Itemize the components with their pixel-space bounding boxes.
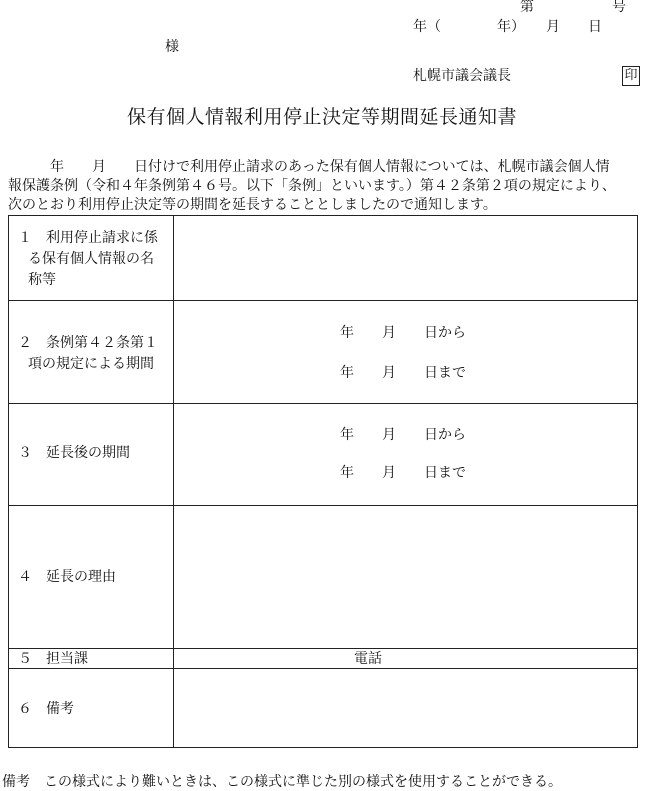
row2-label-line: 項の規定による期間 bbox=[28, 356, 154, 372]
notice-paragraph bbox=[8, 158, 648, 215]
row-divider bbox=[8, 403, 638, 404]
row1-label bbox=[18, 228, 158, 291]
footnote: 備考 この様式により難いときは、この様式に準じた別の様式を使用することができる。 bbox=[2, 774, 562, 790]
row-divider bbox=[8, 668, 638, 669]
row1-label-line: 称等 bbox=[28, 272, 56, 288]
seal-mark: 印 bbox=[622, 66, 640, 86]
issuer-name: 札幌市議会議長 bbox=[413, 68, 511, 84]
row5-phone-label: 電話 bbox=[354, 651, 382, 667]
document-number-prefix: 第 bbox=[520, 0, 534, 15]
row2-period-from: 年 月 日から bbox=[340, 325, 466, 341]
row1-label-line: る保有個人情報の名 bbox=[28, 251, 154, 267]
row2-label bbox=[18, 333, 158, 375]
row2-period-to: 年 月 日まで bbox=[340, 365, 466, 381]
row-divider bbox=[8, 505, 638, 506]
addressee-suffix: 様 bbox=[165, 39, 179, 55]
row3-label: ３ 延長後の期間 bbox=[18, 445, 130, 461]
row-divider bbox=[8, 648, 638, 649]
row3-period-to: 年 月 日まで bbox=[340, 465, 466, 481]
row3-period-from: 年 月 日から bbox=[340, 427, 466, 443]
document-title: 保有個人情報利用停止決定等期間延長通知書 bbox=[127, 106, 518, 128]
row1-label-line: １ 利用停止請求に係 bbox=[18, 230, 158, 246]
row5-label: ５ 担当課 bbox=[18, 651, 88, 667]
document-date: 年（ 年） 月 日 bbox=[413, 19, 602, 35]
row2-label-line: ２ 条例第４２条第１ bbox=[18, 335, 158, 351]
row6-label: ６ 備考 bbox=[18, 701, 74, 717]
paragraph-line-2: 報保護条例（令和４年条例第４６号。以下「条例」といいます。）第４２条第２項の規定により、 bbox=[8, 178, 616, 194]
paragraph-line-3: 次のとおり利用停止決定等の期間を延長することとしましたので通知します。 bbox=[8, 197, 497, 213]
row4-label: ４ 延長の理由 bbox=[18, 569, 116, 585]
paragraph-line-1: 年 月 日付けで利用停止請求のあった保有個人情報については、札幌市議会個人情 bbox=[50, 159, 610, 175]
row-divider bbox=[8, 300, 638, 301]
document-number-suffix: 号 bbox=[612, 0, 626, 15]
